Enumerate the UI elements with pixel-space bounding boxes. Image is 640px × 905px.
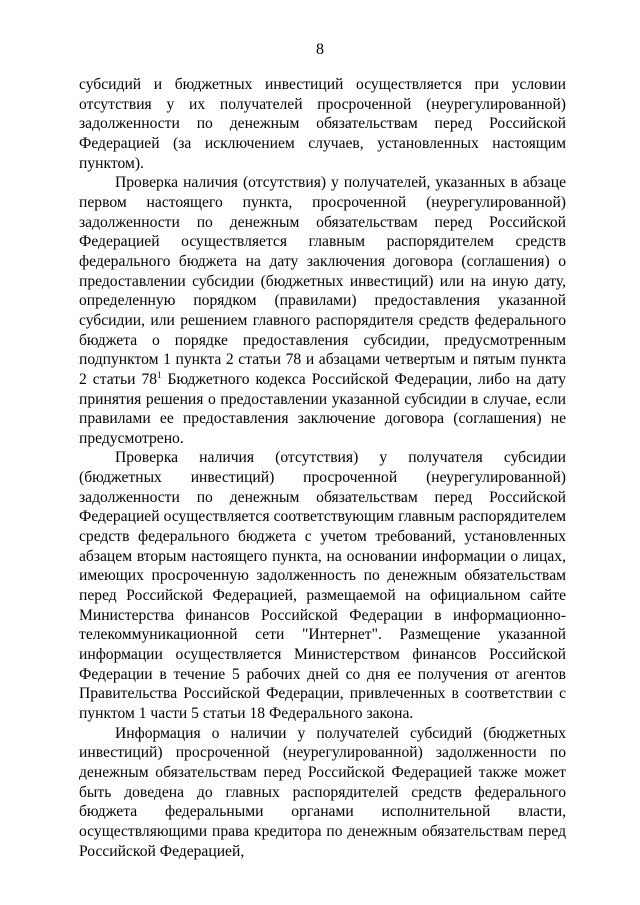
paragraph-text-after: Бюджетного кодекса Российской Федерации, либо на дату принятия решения о предоставлении указанной субсидии в случае, если правилами ее предоставления заключение договора (соглашения) не предусмотрено. (79, 370, 566, 447)
paragraph-text: Проверка наличия (отсутствия) у получателей, указанных в абзаце первом настоящего пункта, просроченной (неурегулированной) задолженности по денежным обязательствам перед Российской Федерацией осуществляется главным распорядителем средств федерального бюджета на дату заключения договора (соглашения) о предоставлении субсидии (бюджетных инвестиций) или на иную дату, определенную порядком (правилами) предоставления указанной субсидии, или решением главного распорядителя средств федерального бюджета о порядке предоставления субсидии, предусмотренным подпунктом 1 пункта 2 статьи 78 и абзацами четвертым и пятым пункта 2 статьи 78 (79, 174, 566, 388)
superscript-marker: 1 (157, 369, 162, 380)
paragraph-verification-recipient: Проверка наличия (отсутствия) у получателя субсидии (бюджетных инвестиций) просроченной (неурегулированной) задолженности по денежным обязательствам перед Российской Федерацией осуществляется соответствующим главным распорядителем средств федерального бюджета с учетом требований, установленных абзацем вторым настоящего пункта, на основании информации о лицах, имеющих просроченную задолженность по денежным обязательствам перед Российской Федерацией, размещаемой на официальном сайте Министерства финансов Российской Федерации в информационно-телекоммуникационной сети "Интернет". Размещение указанной информации осуществляется Министерством финансов Российской Федерации в течение 5 рабочих дней со дня ее получения от агентов Правительства Российской Федерации, привлеченных в соответствии с пунктом 1 части 5 статьи 18 Федерального закона. (79, 449, 566, 722)
paragraph-information-debt: Информация о наличии у получателей субсидий (бюджетных инвестиций) просроченной (неурегулированной) задолженности по денежным обязательствам перед Российской Федерацией также может быть доведена до главных распорядителей средств федерального бюджета федеральными органами исполнительной власти, осуществляющими права кредитора по денежным обязательствам перед Российской Федерацией, (79, 724, 566, 860)
page-number: 8 (316, 41, 324, 58)
document-body (79, 75, 566, 861)
paragraph-continuation: субсидий и бюджетных инвестиций осуществляется при условии отсутствия у их получателей просроченной (неурегулированной) задолженности по денежным обязательствам перед Российской Федерацией (за исключением случаев, установленных настоящим пунктом). (79, 76, 566, 172)
paragraph-verification-grbs (79, 173, 566, 448)
